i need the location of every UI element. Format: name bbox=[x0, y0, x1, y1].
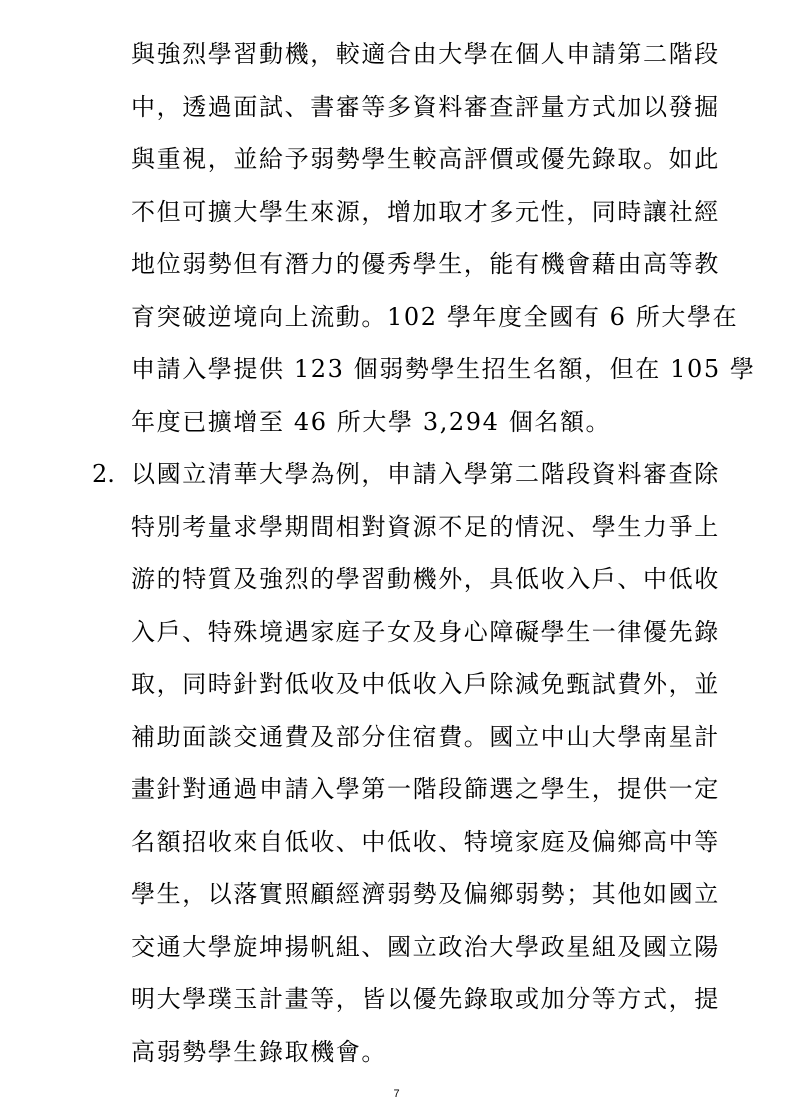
text-line: 申請入學提供 123 個弱勢學生招生名額，但在 105 學 bbox=[131, 355, 756, 383]
text-line: 地位弱勢但有潛力的優秀學生，能有機會藉由高等教 bbox=[131, 250, 720, 278]
list-item-2 bbox=[92, 448, 761, 1078]
continued-paragraph bbox=[131, 28, 761, 448]
text-line: 取，同時針對低收及中低收入戶除減免甄試費外，並 bbox=[131, 670, 720, 698]
list-item-number: 2. bbox=[92, 460, 115, 488]
text-line: 以國立清華大學為例，申請入學第二階段資料審查除 bbox=[131, 460, 720, 488]
text-line: 明大學璞玉計畫等，皆以優先錄取或加分等方式，提 bbox=[131, 985, 720, 1013]
text-line: 中，透過面試、書審等多資料審查評量方式加以發掘 bbox=[131, 92, 720, 121]
text-line: 游的特質及強烈的學習動機外，具低收入戶、中低收 bbox=[131, 565, 720, 593]
text-line: 補助面談交通費及部分住宿費。國立中山大學南星計 bbox=[131, 722, 720, 751]
text-line: 不但可擴大學生來源，增加取才多元性，同時讓社經 bbox=[131, 197, 720, 226]
text-line: 與強烈學習動機，較適合由大學在個人申請第二階段 bbox=[131, 40, 720, 68]
text-line: 年度已擴增至 46 所大學 3,294 個名額。 bbox=[131, 407, 612, 436]
text-line: 交通大學旋坤揚帆組、國立政治大學政星組及國立陽 bbox=[131, 932, 720, 961]
text-line: 畫針對通過申請入學第一階段篩選之學生，提供一定 bbox=[131, 775, 720, 803]
text-line: 學生，以落實照顧經濟弱勢及偏鄉弱勢；其他如國立 bbox=[131, 880, 720, 908]
text-line: 高弱勢學生錄取機會。 bbox=[131, 1037, 387, 1066]
text-line: 名額招收來自低收、中低收、特境家庭及偏鄉高中等 bbox=[131, 827, 720, 856]
text-line: 育突破逆境向上流動。102 學年度全國有 6 所大學在 bbox=[131, 302, 739, 331]
text-line: 與重視，並給予弱勢學生較高評價或優先錄取。如此 bbox=[131, 145, 720, 173]
page-number: 7 bbox=[393, 1088, 400, 1100]
text-line: 特別考量求學期間相對資源不足的情況、學生力爭上 bbox=[131, 512, 720, 541]
text-line: 入戶、特殊境遇家庭子女及身心障礙學生一律優先錄 bbox=[131, 617, 720, 646]
